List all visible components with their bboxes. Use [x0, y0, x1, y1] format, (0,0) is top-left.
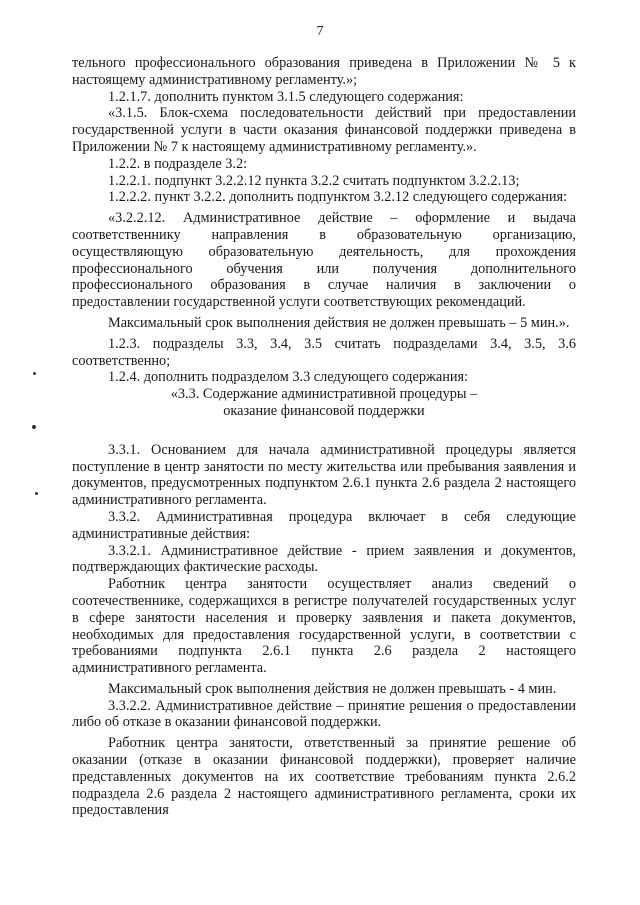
paragraph: 1.2.2. в подразделе 3.2:: [108, 155, 248, 172]
paragraph: «3.2.2.12. Административное действие – оформление и выдача соответственнику направления в образовательную организацию, осуществляющую образовательную деятельность, для прохождения профессионального обучения или получения дополнительного профессионального образования в случае наличия в заключении о предоставлении государственной услуги соответствующих рекомендаций.: [72, 210, 576, 311]
paragraph: Максимальный срок выполнения действия не должен превышать – 5 мин.».: [108, 314, 570, 331]
paragraph: 3.3.2.1. Административное действие - прием заявления и документов, подтверждающих фактические расходы.: [72, 542, 576, 576]
section-heading: [72, 386, 576, 420]
paragraph: 3.3.2. Административная процедура включает в себя следующие административные действия:: [72, 508, 576, 542]
paragraph: 3.3.1. Основанием для начала административной процедуры является поступление в центр занятости по месту жительства или пребывания заявления и документов, предусмотренных подпунктом 2.6.1 пункта 2.6 раздела 2 настоящего административного регламента.: [72, 441, 576, 509]
paragraph: «3.1.5. Блок-схема последовательности действий при предоставлении государственной услуги в части оказания финансовой поддержки приведена в Приложении № 7 к настоящему административному регламенту.».: [72, 105, 576, 155]
section-heading-line2: оказание финансовой поддержки: [223, 402, 425, 419]
paragraph: Работник центра занятости осуществляет анализ сведений о соотечественнике, содержащихся в регистре получателей государственных услуг в сфере занятости населения и проверку заявления и пакета документов, необходимых для предоставления государственной услуги, в соответствии с требованиями подпункта 2.6.1 пункта 2.6 раздела 2 настоящего административного регламента.: [72, 576, 576, 677]
scan-speck: [33, 372, 36, 375]
paragraph: 1.2.3. подразделы 3.3, 3.4, 3.5 считать подразделами 3.4, 3.5, 3.6 соответственно;: [72, 335, 576, 369]
paragraph: тельного профессионального образования приведена в Приложении № 5 к настоящему административному регламенту.»;: [72, 55, 576, 88]
paragraph: Максимальный срок выполнения действия не должен превышать - 4 мин.: [108, 680, 557, 697]
paragraph: 1.2.2.1. подпункт 3.2.2.12 пункта 3.2.2 считать подпунктом 3.2.2.13;: [108, 172, 520, 189]
paragraph: 1.2.1.7. дополнить пунктом 3.1.5 следующего содержания:: [108, 88, 464, 105]
paragraph: Работник центра занятости, ответственный за принятие решение об оказании (отказе в оказании финансовой поддержки), проверяет наличие представленных документов на их соответствие требованиям пункта 2.6.2 подраздела 2.6 раздела 2 настоящего административного регламента, сроки их предоставления: [72, 735, 576, 819]
document-body: [72, 55, 576, 819]
scan-speck: [32, 425, 36, 429]
paragraph: 1.2.4. дополнить подразделом 3.3 следующего содержания:: [108, 369, 469, 386]
page-number: 7: [316, 24, 324, 39]
paragraph: 3.3.2.2. Административное действие – принятие решения о предоставлении либо об отказе в оказании финансовой поддержки.: [72, 697, 576, 731]
paragraph: 1.2.2.2. пункт 3.2.2. дополнить подпунктом 3.2.12 следующего содержания:: [108, 189, 568, 206]
scan-speck: [35, 492, 38, 495]
section-heading-line1: «3.3. Содержание административной процедуры –: [170, 386, 478, 403]
